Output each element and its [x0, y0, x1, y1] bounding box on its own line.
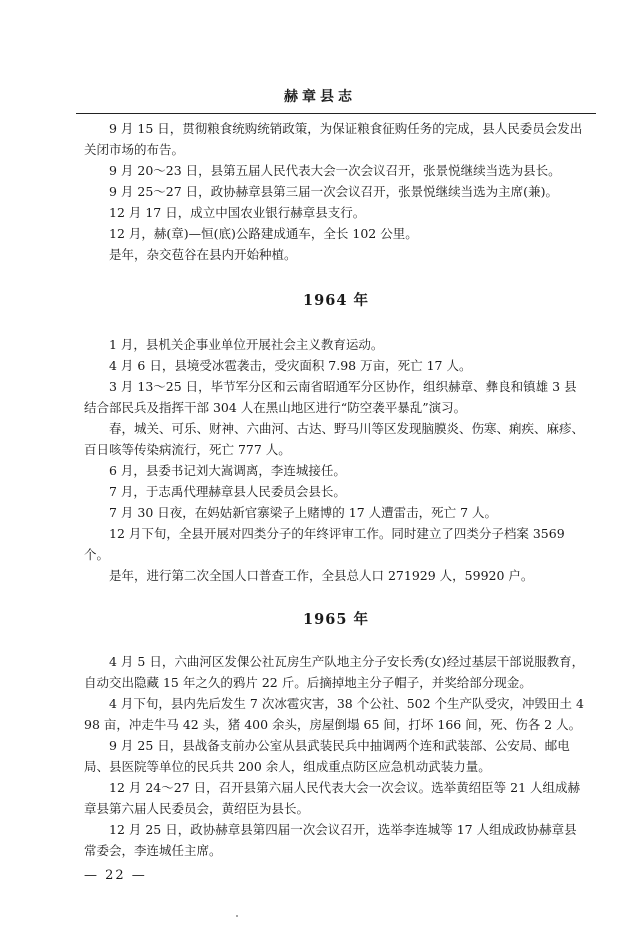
section-1965-block [84, 651, 588, 861]
paragraph: 6 月，县委书记刘大嵩调离，李连城接任。 [109, 463, 346, 478]
paragraph: 12 月 24～27 日，召开县第六届人民代表大会一次会议。选举黄绍臣等 21 人组成赫章县第六届人民委员会，黄绍臣为县长。 [84, 780, 580, 816]
paragraph: 4 月 5 日，六曲河区发倮公社瓦房生产队地主分子安长秀(女)经过基层干部说服教育，自动交出隐藏 15 年之久的鸦片 22 斤。后摘掉地主分子帽子，并奖给部分现金。 [84, 654, 585, 690]
scan-speck [236, 915, 238, 917]
paragraph: 7 月，于志禹代理赫章县人民委员会县长。 [109, 484, 346, 499]
paragraph: 是年，进行第二次全国人口普查工作，全县总人口 271929 人，59920 户。 [109, 568, 534, 583]
paragraph: 3 月 13～25 日，毕节军分区和云南省昭通军分区协作，组织赫章、彝良和镇雄 3 县结合部民兵及指挥干部 304 人在黑山地区进行“防空袭平暴乱”演习。 [84, 379, 577, 415]
paragraph: 9 月 25 日，县战备支前办公室从县武装民兵中抽调两个连和武装部、公安局、邮电局、县医院等单位的民兵共 200 余人，组成重点防区应急机动武装力量。 [84, 738, 570, 774]
paragraph: 12 月下旬，全县开展对四类分子的年终评审工作。同时建立了四类分子档案 3569 个。 [84, 526, 565, 562]
intro-block [84, 118, 588, 265]
paragraph: 7 月 30 日夜，在妈姑新官寨梁子上赌博的 17 人遭雷击，死亡 7 人。 [109, 505, 498, 520]
paragraph: 12 月 25 日，政协赫章县第四届一次会议召开，选举李连城等 17 人组成政协赫章县常委会，李连城任主席。 [84, 822, 577, 858]
section-heading-1964: 1964 年 [303, 292, 369, 309]
paragraph: 春，城关、可乐、财神、六曲河、古达、野马川等区发现脑膜炎、伤寒、痢疾、麻疹、百日咳等传染病流行，死亡 777 人。 [84, 421, 585, 457]
header-rule [76, 113, 596, 114]
page-header-title: 赫章县志 [284, 89, 356, 105]
paragraph: 4 月 6 日，县境受冰雹袭击，受灾面积 7.98 万亩，死亡 17 人。 [109, 358, 472, 373]
paragraph: 1 月，县机关企事业单位开展社会主义教育运动。 [109, 337, 384, 352]
paragraph: 12 月 17 日，成立中国农业银行赫章县支行。 [109, 205, 366, 220]
paragraph: 9 月 15 日，贯彻粮食统购统销政策，为保证粮食征购任务的完成，县人民委员会发出关闭市场的布告。 [84, 121, 583, 157]
paragraph: 9 月 20～23 日，县第五届人民代表大会一次会议召开，张景悦继续当选为县长。 [109, 163, 561, 178]
paragraph: 12 月，赫(章)—恒(底)公路建成通车，全长 102 公里。 [109, 226, 418, 241]
paragraph: 9 月 25～27 日，政协赫章县第三届一次会议召开，张景悦继续当选为主席(兼)。 [109, 184, 558, 199]
section-heading-1965: 1965 年 [303, 611, 369, 628]
section-1964-block [84, 334, 588, 586]
page-body [84, 118, 588, 861]
page-number: — 22 — [84, 868, 147, 883]
paragraph: 是年，杂交苞谷在县内开始种植。 [109, 247, 297, 262]
paragraph: 4 月下旬，县内先后发生 7 次冰雹灾害，38 个公社、502 个生产队受灾，冲毁田土 498 亩，冲走牛马 42 头，猪 400 余头，房屋倒塌 65 间，打坏 166 间，死、伤各 2 人。 [84, 696, 584, 732]
